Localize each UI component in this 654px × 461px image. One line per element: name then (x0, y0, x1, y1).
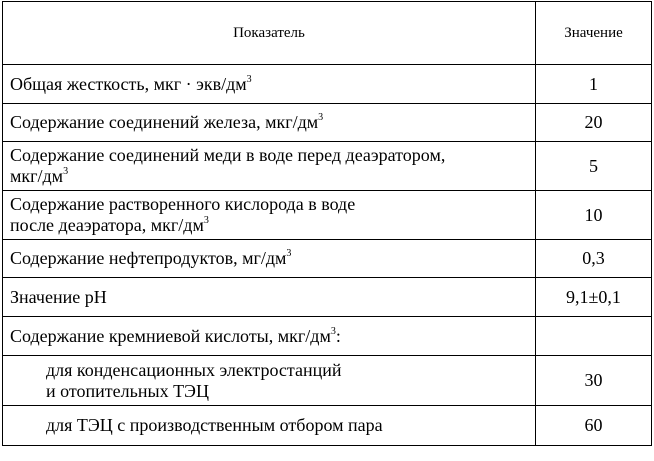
header-value: Значение (536, 2, 652, 65)
value-cell: 30 (536, 356, 652, 406)
value-cell (536, 317, 652, 356)
header-row (3, 2, 652, 65)
param-cell: Общая жесткость, мкг · экв/$дм^3$ (3, 65, 536, 104)
param-cell: для ТЭЦ с производственным отбором пара (3, 406, 536, 446)
table-row (3, 142, 652, 191)
param-cell: Содержание кремниевой кислоты, мкг/$дм^3$: (3, 317, 536, 356)
param-cell: Содержание соединений железа, мкг/$дм^3$ (3, 104, 536, 142)
value-cell: 60 (536, 406, 652, 446)
param-cell: Содержание соединений меди в воде перед деаэратором, мкг/$дм^3$ (3, 142, 536, 191)
value-cell: 1 (536, 65, 652, 104)
table-row (3, 240, 652, 278)
table-row (3, 191, 652, 240)
water-quality-table (2, 1, 652, 446)
param-cell: Значение pН (3, 278, 536, 317)
param-cell: Содержание нефтепродуктов, $мг/дм^3$ (3, 240, 536, 278)
value-cell: 20 (536, 104, 652, 142)
table-row (3, 406, 652, 446)
header-param: Показатель (3, 2, 536, 65)
table-row (3, 356, 652, 406)
table-row (3, 317, 652, 356)
table-row (3, 104, 652, 142)
table-row (3, 65, 652, 104)
value-cell: 10 (536, 191, 652, 240)
param-cell: Содержание растворенного кислорода в воде после деаэратора, мкг/$дм^3$ (3, 191, 536, 240)
value-cell: 5 (536, 142, 652, 191)
value-cell: 0,3 (536, 240, 652, 278)
table-row (3, 278, 652, 317)
param-cell: для конденсационных электростанций и отопительных ТЭЦ (3, 356, 536, 406)
value-cell: 9,1±0,1 (536, 278, 652, 317)
